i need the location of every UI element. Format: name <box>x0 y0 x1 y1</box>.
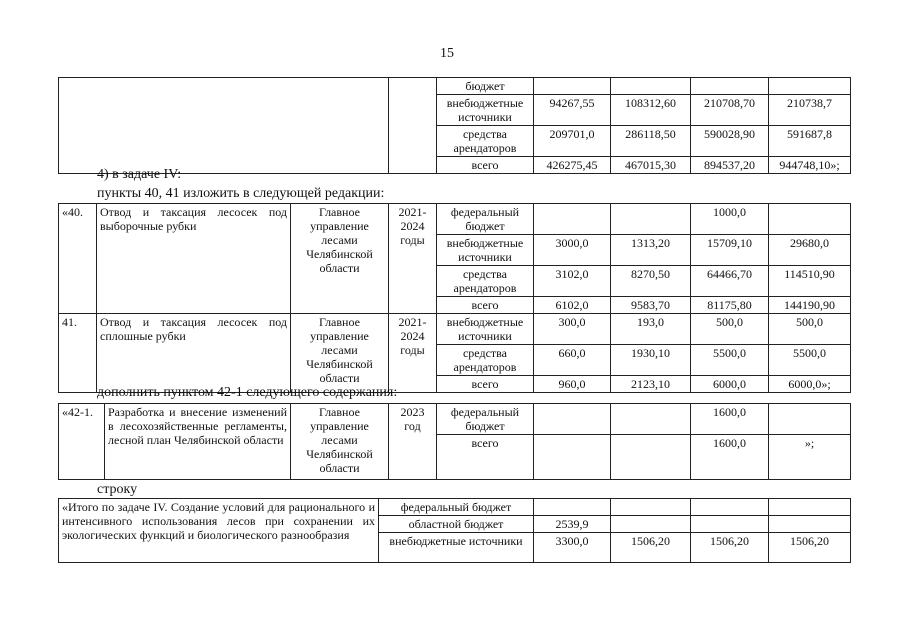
value-cell: 660,0 <box>534 345 611 376</box>
source-cell: внебюджетные источники <box>437 95 534 126</box>
source-cell: внебюджетные источники <box>437 235 534 266</box>
value-cell <box>611 78 691 95</box>
value-cell: 1000,0 <box>691 204 769 235</box>
page-number: 15 <box>440 46 454 61</box>
value-cell <box>769 204 851 235</box>
value-cell: 144190,90 <box>769 297 851 314</box>
value-cell: 81175,80 <box>691 297 769 314</box>
value-cell <box>534 499 611 516</box>
source-cell: всего <box>437 157 534 174</box>
value-cell: 3300,0 <box>534 533 611 563</box>
value-cell: 1506,20 <box>769 533 851 563</box>
value-cell: 5500,0 <box>769 345 851 376</box>
value-cell: 300,0 <box>534 314 611 345</box>
value-cell <box>769 78 851 95</box>
value-cell: 94267,55 <box>534 95 611 126</box>
value-cell: 960,0 <box>534 376 611 393</box>
source-cell: всего <box>437 435 534 480</box>
source-cell: областной бюджет <box>379 516 534 533</box>
value-cell: 8270,50 <box>611 266 691 297</box>
source-cell: средства арендаторов <box>437 126 534 157</box>
text-points-40-41: пункты 40, 41 изложить в следующей редакции: <box>97 186 385 201</box>
text-row: строку <box>97 482 138 497</box>
item-number: 41. <box>59 314 97 393</box>
value-cell: 3000,0 <box>534 235 611 266</box>
value-cell: 9583,70 <box>611 297 691 314</box>
value-cell: 944748,10»; <box>769 157 851 174</box>
value-cell: 5500,0 <box>691 345 769 376</box>
source-cell: всего <box>437 376 534 393</box>
value-cell: 210708,70 <box>691 95 769 126</box>
item-years: 2021-2024 годы <box>389 204 437 314</box>
table-items-40-41 <box>58 203 851 393</box>
value-cell: 1600,0 <box>691 435 769 480</box>
item-name: Отвод и таксация лесосек под сплошные рубки <box>97 314 291 393</box>
source-cell: внебюджетные источники <box>379 533 534 563</box>
source-cell: внебюджетные источники <box>437 314 534 345</box>
value-cell: 6000,0»; <box>769 376 851 393</box>
source-cell: федеральный бюджет <box>437 204 534 235</box>
value-cell: 29680,0 <box>769 235 851 266</box>
value-cell <box>534 404 611 435</box>
source-cell: средства арендаторов <box>437 345 534 376</box>
value-cell: 209701,0 <box>534 126 611 157</box>
value-cell: 1313,20 <box>611 235 691 266</box>
value-cell: 210738,7 <box>769 95 851 126</box>
source-cell: федеральный бюджет <box>379 499 534 516</box>
source-cell: федеральный бюджет <box>437 404 534 435</box>
item-number: «42-1. <box>59 404 105 480</box>
total-title: «Итого по задаче IV. Создание условий для рационального и интенсивного использования лесов при сохранении их экологических функций и биологического разнообразия <box>59 499 379 563</box>
value-cell <box>769 516 851 533</box>
value-cell: 6102,0 <box>534 297 611 314</box>
table-top-continuation <box>58 77 851 174</box>
value-cell: 426275,45 <box>534 157 611 174</box>
value-cell <box>611 435 691 480</box>
value-cell <box>611 499 691 516</box>
source-cell: средства арендаторов <box>437 266 534 297</box>
value-cell: 500,0 <box>769 314 851 345</box>
value-cell: 1506,20 <box>691 533 769 563</box>
value-cell: 64466,70 <box>691 266 769 297</box>
value-cell <box>691 78 769 95</box>
table-cell <box>59 78 389 174</box>
text-task-4: 4) в задаче IV: <box>97 167 182 182</box>
value-cell: 590028,90 <box>691 126 769 157</box>
table-item-42-1 <box>58 403 851 480</box>
value-cell: 3102,0 <box>534 266 611 297</box>
text-add-item-42-1: дополнить пунктом 42-1 следующего содержания: <box>97 385 398 400</box>
value-cell: »; <box>769 435 851 480</box>
value-cell: 500,0 <box>691 314 769 345</box>
value-cell: 1930,10 <box>611 345 691 376</box>
value-cell: 6000,0 <box>691 376 769 393</box>
value-cell <box>769 499 851 516</box>
value-cell: 2123,10 <box>611 376 691 393</box>
item-years: 2021-2024 годы <box>389 314 437 393</box>
item-years: 2023 год <box>389 404 437 480</box>
item-executor: Главное управление лесами Челябинской области <box>291 204 389 314</box>
value-cell: 467015,30 <box>611 157 691 174</box>
value-cell <box>691 499 769 516</box>
value-cell <box>691 516 769 533</box>
value-cell <box>611 404 691 435</box>
value-cell <box>611 516 691 533</box>
value-cell: 114510,90 <box>769 266 851 297</box>
value-cell: 1506,20 <box>611 533 691 563</box>
value-cell: 15709,10 <box>691 235 769 266</box>
source-cell: бюджет <box>437 78 534 95</box>
value-cell: 894537,20 <box>691 157 769 174</box>
item-name: Отвод и таксация лесосек под выборочные рубки <box>97 204 291 314</box>
table-total <box>58 498 851 563</box>
table-cell <box>389 78 437 174</box>
value-cell: 591687,8 <box>769 126 851 157</box>
value-cell: 193,0 <box>611 314 691 345</box>
item-name: Разработка и внесение изменений в лесохозяйственные регламенты, лесной план Челябинской области <box>105 404 291 480</box>
value-cell <box>611 204 691 235</box>
value-cell: 286118,50 <box>611 126 691 157</box>
value-cell: 2539,9 <box>534 516 611 533</box>
value-cell <box>534 78 611 95</box>
value-cell <box>534 204 611 235</box>
value-cell: 1600,0 <box>691 404 769 435</box>
value-cell: 108312,60 <box>611 95 691 126</box>
item-executor: Главное управление лесами Челябинской области <box>291 314 389 393</box>
source-cell: всего <box>437 297 534 314</box>
value-cell <box>534 435 611 480</box>
item-executor: Главное управление лесами Челябинской области <box>291 404 389 480</box>
item-number: «40. <box>59 204 97 314</box>
value-cell <box>769 404 851 435</box>
